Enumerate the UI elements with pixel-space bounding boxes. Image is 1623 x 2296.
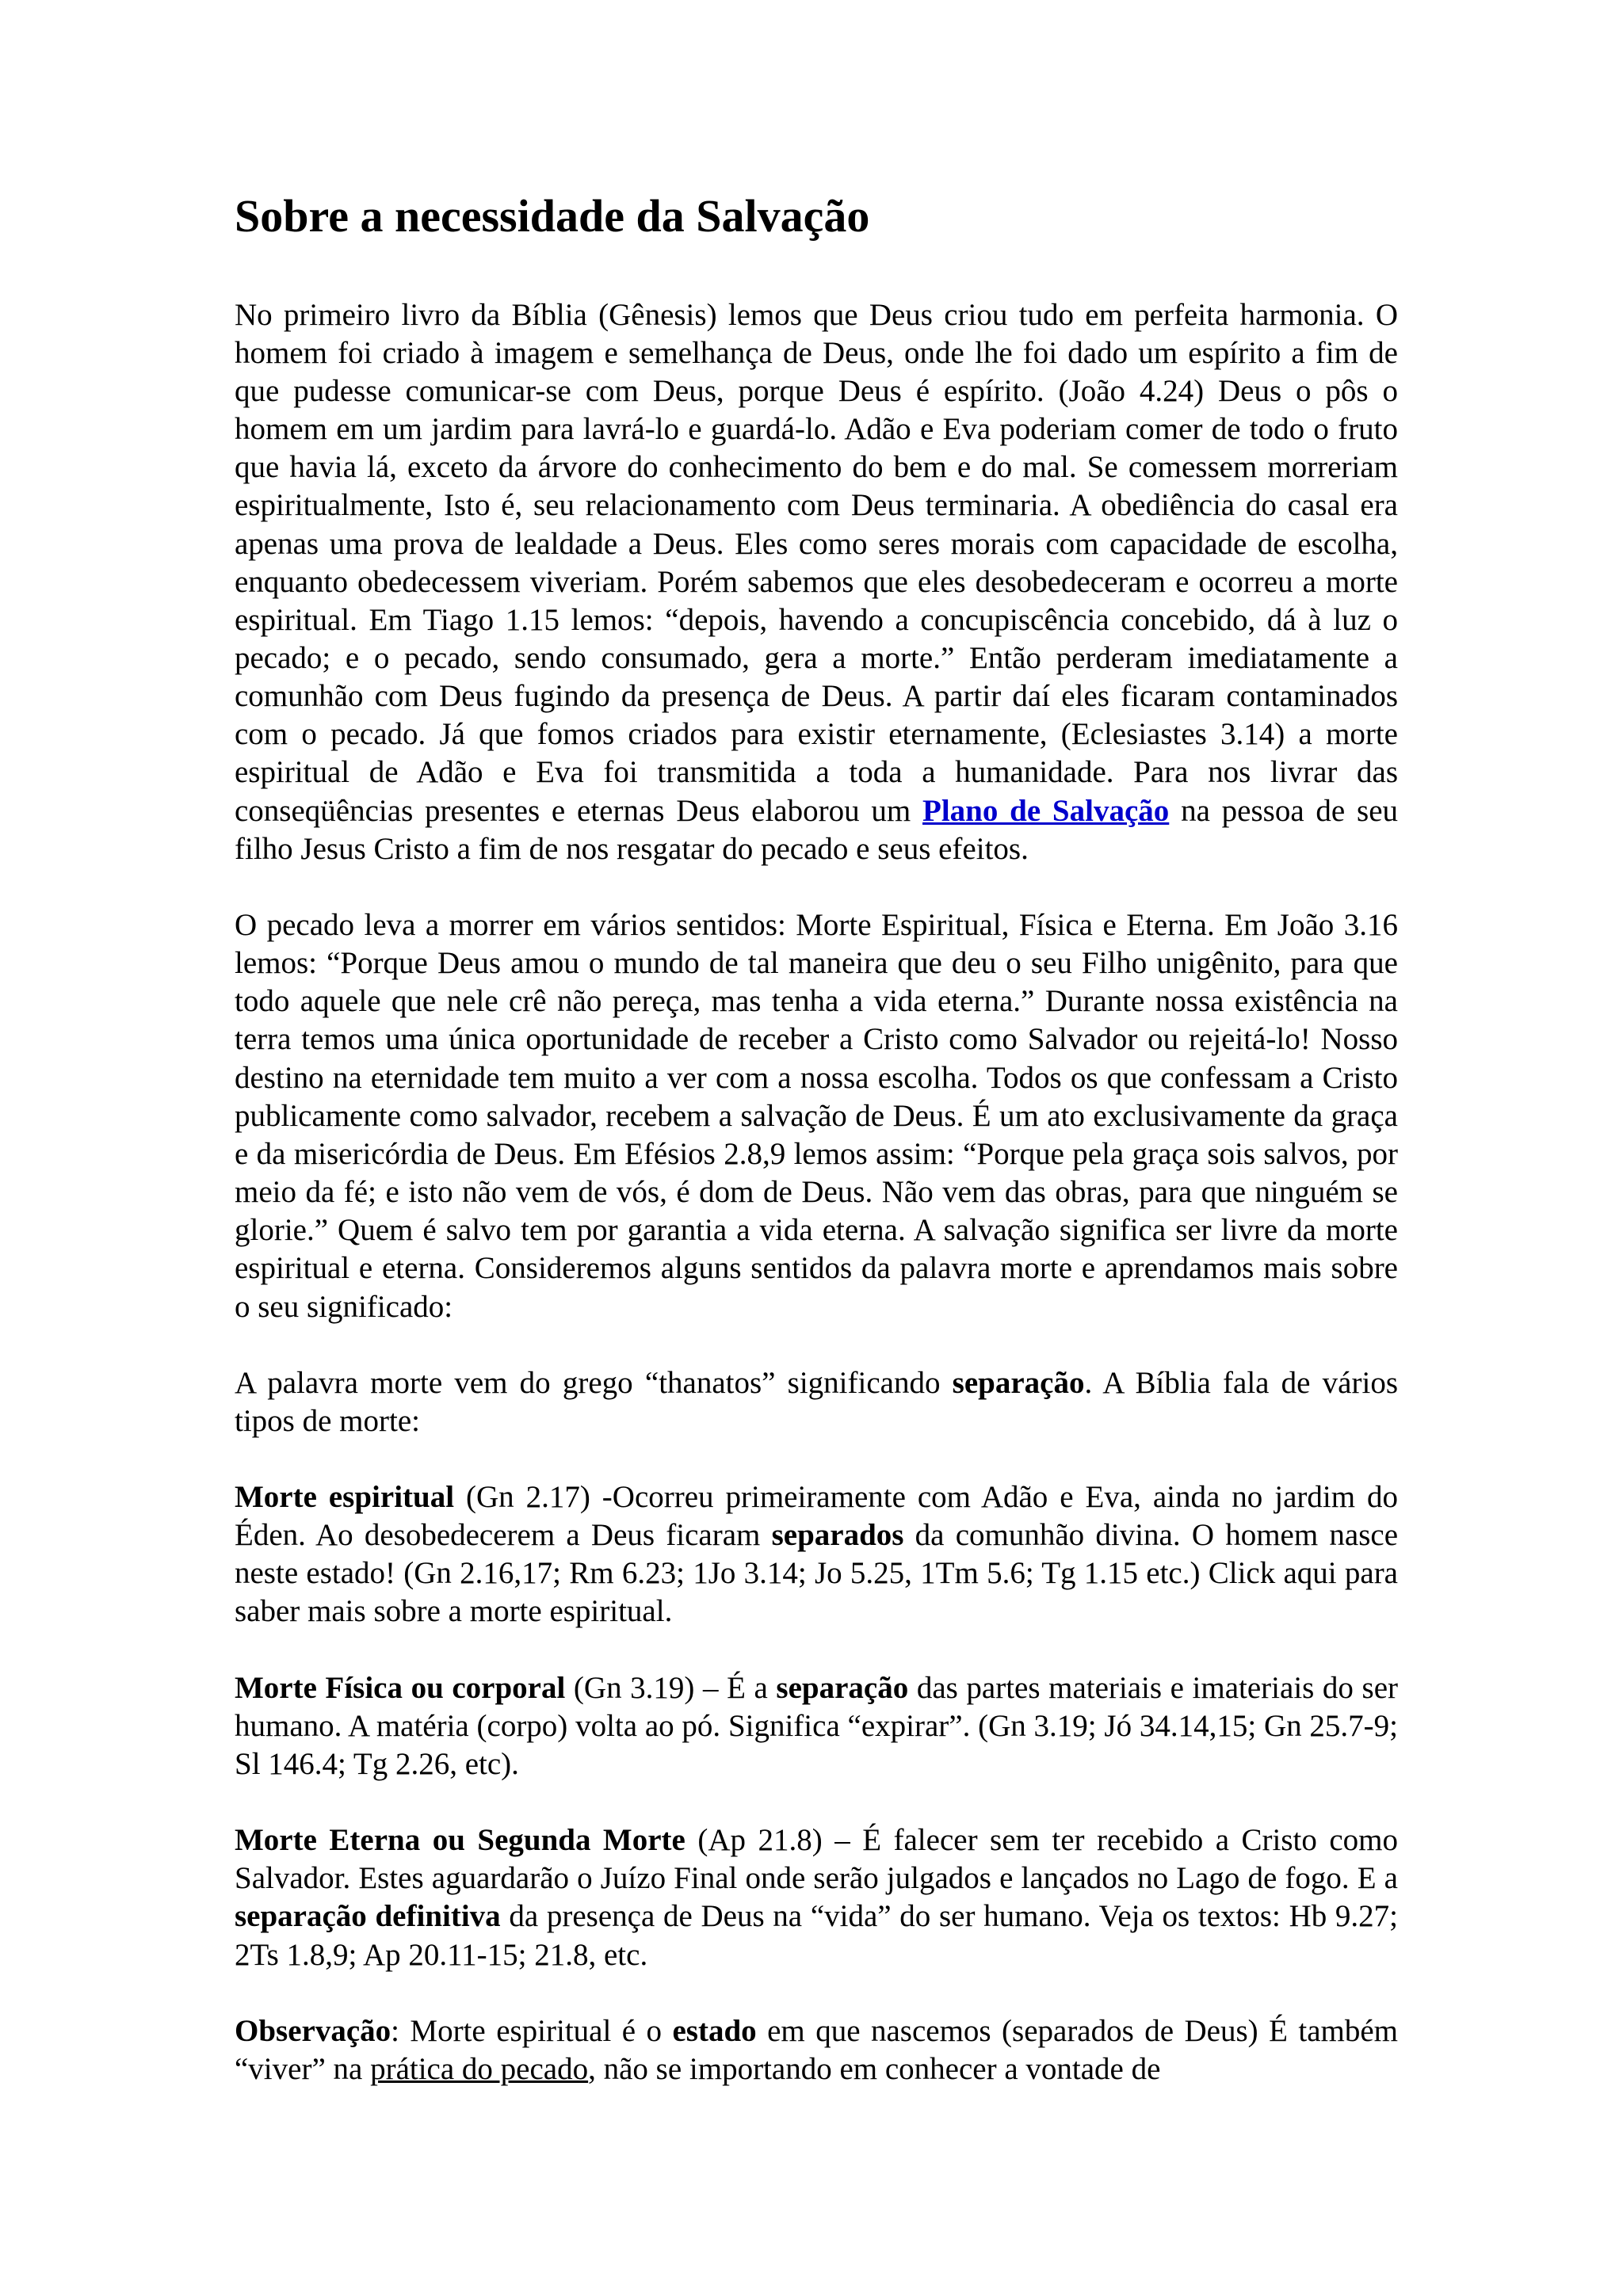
paragraph-text: da comunhão divina. O homem nasce neste estado! (Gn 2.16,17; Rm 6.23; 1Jo 3.14; Jo 5.25, 1Tm 5.6; Tg 1.15 etc.) Click aqui para saber mais sobre a morte espiritual.: [235, 1518, 1398, 1629]
document-page: [235, 189, 1398, 2088]
paragraph-text: No primeiro livro da Bíblia (Gênesis) lemos que Deus criou tudo em perfeita harmonia. O homem foi criado à imagem e semelhança de Deus, onde lhe foi dado um espírito a fim de que pudesse comunicar-se com Deus, porque Deus é espírito. (João 4.24) Deus o pôs o homem em um jardim para lavrá-lo e guardá-lo. Adão e Eva poderiam comer de todo o fruto que havia lá, exceto da árvore do conhecimento do bem e do mal. Se comessem morreriam espiritualmente, Isto é, seu relacionamento com Deus terminaria. A obediência do casal era apenas uma prova de lealdade a Deus. Eles como seres morais com capacidade de escolha, enquanto obedecessem viveriam. Porém sabemos que eles desobedeceram e ocorreu a morte espiritual. Em Tiago 1.15 lemos: “depois, havendo a concupiscência concebido, dá à luz o pecado; e o pecado, sendo consumado, gera a morte.” Então perderam imediatamente a comunhão com Deus fugindo da presença de Deus. A partir daí eles ficaram contaminados com o pecado. Já que fomos criados para existir eternamente, (Eclesiastes 3.14) a morte espiritual de Adão e Eva foi transmitida a toda a humanidade. Para nos livrar das conseqüências presentes e eternas Deus elaborou um: [235, 297, 1398, 828]
section-heading: Morte Eterna ou Segunda Morte: [235, 1823, 685, 1858]
paragraph-text: na pessoa de seu filho Jesus Cristo a fim de nos resgatar do pecado e seus efeitos.: [235, 793, 1398, 866]
paragraph-text: das partes materiais e imateriais do ser humano. A matéria (corpo) volta ao pó. Significa “expirar”. (Gn 3.19; Jó 34.14,15; Gn 25.7-9; Sl 146.4; Tg 2.26, etc).: [235, 1670, 1398, 1781]
paragraph-text: A palavra morte vem do grego “thanatos” significando: [235, 1365, 953, 1400]
bold-term: separados: [771, 1518, 904, 1553]
paragraph-text: em que nascemos (separados de Deus) É também “viver” na: [235, 2013, 1398, 2086]
paragraph-text: , não se importando em conhecer a vontade de: [588, 2051, 1161, 2086]
paragraph-physical-death: [235, 1669, 1398, 1783]
paragraph-text: . A Bíblia fala de vários tipos de morte:: [235, 1365, 1398, 1438]
section-heading: Morte Física ou corporal: [235, 1670, 566, 1705]
section-heading: Morte espiritual: [235, 1479, 455, 1514]
page-title: Sobre a necessidade da Salvação: [235, 190, 870, 242]
paragraph-sin-death: O pecado leva a morrer em vários sentidos: Morte Espiritual, Física e Eterna. Em João 3.16 lemos: “Porque Deus amou o mundo de tal maneira que deu o seu Filho unigênito, para que todo aquele que nele crê não pereça, mas tenha a vida eterna.” Durante nossa existência na terra temos uma única oportunidade de receber a Cristo como Salvador ou rejeitá-lo! Nosso destino na eternidade tem muito a ver com a nossa escolha. Todos os que confessam a Cristo publicamente como salvador, recebem a salvação de Deus. É um ato exclusivamente da graça e da misericórdia de Deus. Em Efésios 2.8,9 lemos assim: “Porque pela graça sois salvos, por meio da fé; e isto não vem de vós, é dom de Deus. Não vem das obras, para que ninguém se glorie.” Quem é salvo tem por garantia a vida eterna. A salvação significa ser livre da morte espiritual e eterna. Consideremos alguns sentidos da palavra morte e aprendamos mais sobre o seu significado:: [235, 907, 1398, 1324]
plano-de-salvacao-link[interactable]: Plano de Salvação: [922, 793, 1170, 828]
paragraph-text: da presença de Deus na “vida” do ser humano. Veja os textos: Hb 9.27; 2Ts 1.8,9; Ap 20.11-15; 21.8, etc.: [235, 1899, 1399, 1972]
bold-term: estado: [672, 2013, 757, 2048]
paragraph-creation: [235, 296, 1398, 868]
paragraph-eternal-death: [235, 1821, 1398, 1974]
paragraph-thanatos: [235, 1364, 1398, 1440]
paragraph-text: (Ap 21.8) – É falecer sem ter recebido a Cristo como Salvador. Estes aguardarão o Juízo Final onde serão julgados e lançados no Lago de fogo. E a: [235, 1823, 1398, 1896]
bold-term: separação: [776, 1670, 909, 1705]
underlined-term: prática do pecado: [370, 2051, 589, 2086]
bold-term: separação: [952, 1365, 1085, 1400]
paragraph-text: (Gn 2.17) -Ocorreu primeiramente com Adão e Eva, ainda no jardim do Éden. Ao desobedecerem a Deus ficaram: [235, 1479, 1398, 1553]
section-heading: Observação: [235, 2013, 391, 2048]
paragraph-text: (Gn 3.19) – É a: [565, 1670, 777, 1705]
paragraph-observation: [235, 2012, 1398, 2088]
bold-term: separação definitiva: [235, 1899, 501, 1934]
paragraph-spiritual-death: [235, 1478, 1398, 1631]
paragraph-text: : Morte espiritual é o: [391, 2013, 673, 2048]
